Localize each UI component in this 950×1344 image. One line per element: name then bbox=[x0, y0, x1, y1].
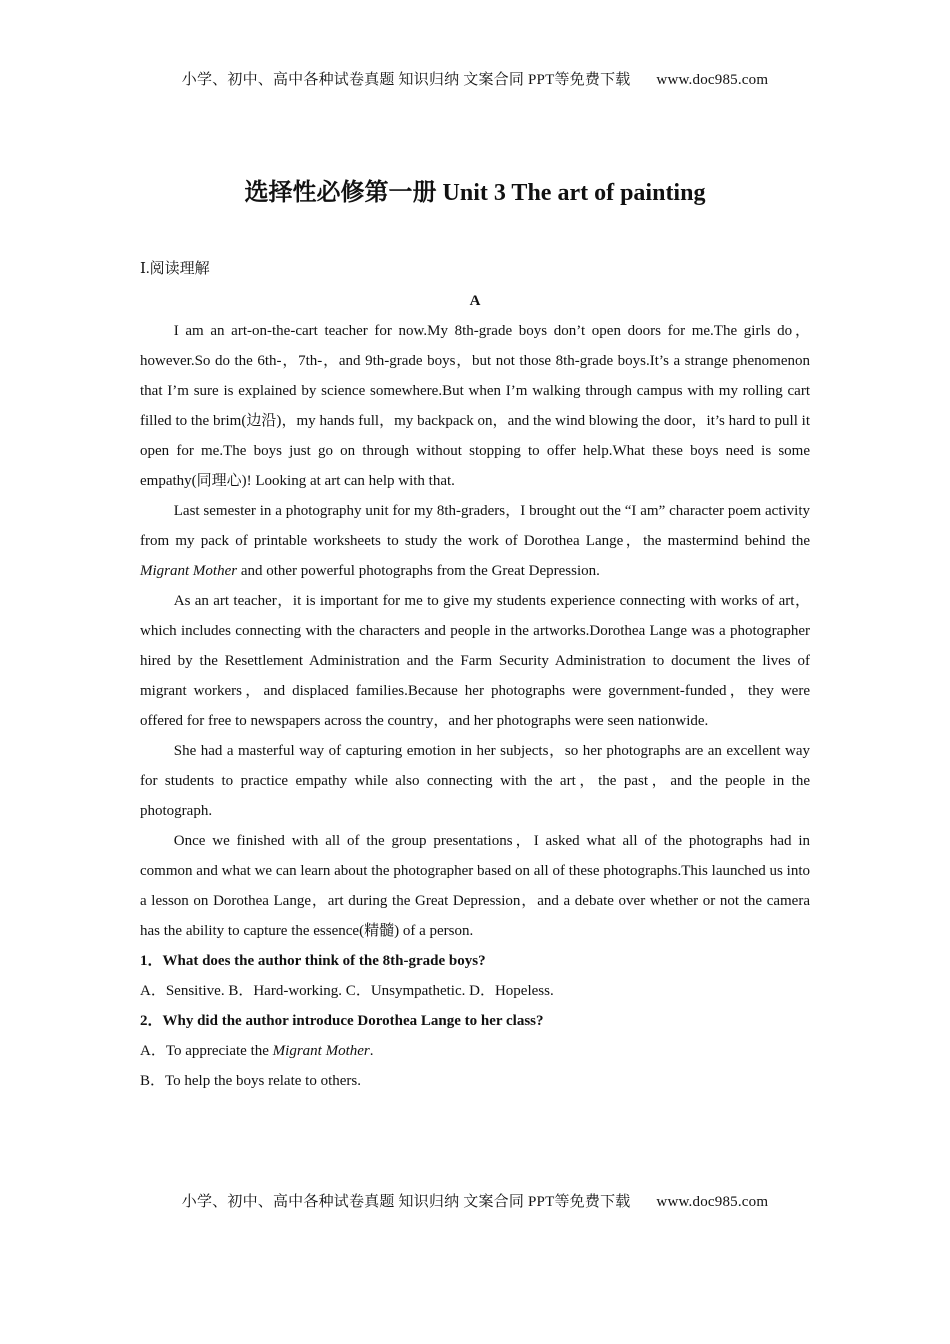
option-a-italic: Migrant Mother bbox=[272, 1043, 370, 1059]
page-header bbox=[0, 68, 950, 89]
question-2-option-a bbox=[140, 1036, 810, 1066]
option-a-after: . bbox=[369, 1043, 374, 1059]
paragraph-2-before: Last semester in a photography unit for my 8th-graders，I brought out the “I am” character poem activity from my pack of printable worksheets to study the work of Dorothea Lange，the mastermind behind the bbox=[140, 503, 810, 549]
paragraph-5: Once we finished with all of the group presentations，I asked what all of the photographs had in common and what we can learn about the photographer based on all of these photographs.This launched us into a lesson on Dorothea Lange，art during the Great Depression，and a debate over whether or not the camera has the ability to capture the essence(精髓) of a person. bbox=[140, 833, 810, 939]
footer-text: 小学、初中、高中各种试卷真题 知识归纳 文案合同 PPT等免费下载 bbox=[181, 1194, 631, 1210]
paragraph-4: She had a masterful way of capturing emotion in her subjects，so her photographs are an excellent way for students to practice empathy while also connecting with the art，the past，and the people in the photograph. bbox=[140, 743, 810, 819]
paragraph-3: As an art teacher，it is important for me to give my students experience connecting with works of art，which includes connecting with the characters and people in the artworks.Dorothea Lange was a photographer hired by the Resettlement Administration and the Farm Security Administration to document the lives of migrant workers，and displaced families.Because her photographs were government-funded，they were offered for free to newspapers across the country，and her photographs were seen nationwide. bbox=[140, 593, 810, 729]
question-2-option-b: B．To help the boys relate to others. bbox=[140, 1073, 361, 1089]
passage-label: A bbox=[469, 293, 481, 309]
question-1: 1．What does the author think of the 8th-grade boys? bbox=[140, 953, 486, 969]
header-url: www.doc985.com bbox=[656, 72, 769, 88]
paragraph-2-after: and other powerful photographs from the Great Depression. bbox=[237, 563, 600, 579]
paragraph-1: I am an art-on-the-cart teacher for now.My 8th-grade boys don’t open doors for me.The girls do，however.So do the 6th-，7th-，and 9th-grade boys，but not those 8th-grade boys.It’s a strange phenomenon that I’m sure is explained by science somewhere.But when I’m walking through campus with my rolling cart filled to the brim(边沿)，my hands full，my backpack on，and the wind blowing the door，it’s hard to pull it open for me.The boys just go on through without stopping to offer help.What these boys need is some empathy(同理心)! Looking at art can help with that. bbox=[140, 323, 810, 489]
option-a-before: A．To appreciate the bbox=[140, 1043, 273, 1059]
question-2: 2．Why did the author introduce Dorothea Lange to her class? bbox=[140, 1013, 544, 1029]
section-heading: Ⅰ.阅读理解 bbox=[140, 261, 210, 277]
page-title: 选择性必修第一册 Unit 3 The art of painting bbox=[244, 180, 706, 206]
paragraph-2-italic: Migrant Mother bbox=[140, 563, 238, 579]
paragraph-2 bbox=[140, 496, 810, 586]
passage-content bbox=[140, 286, 810, 1096]
page-footer bbox=[0, 1190, 950, 1211]
header-text: 小学、初中、高中各种试卷真题 知识归纳 文案合同 PPT等免费下载 bbox=[181, 72, 631, 88]
footer-url: www.doc985.com bbox=[656, 1194, 769, 1210]
question-1-options: A．Sensitive. B．Hard-working. C．Unsympathetic. D．Hopeless. bbox=[140, 983, 554, 999]
